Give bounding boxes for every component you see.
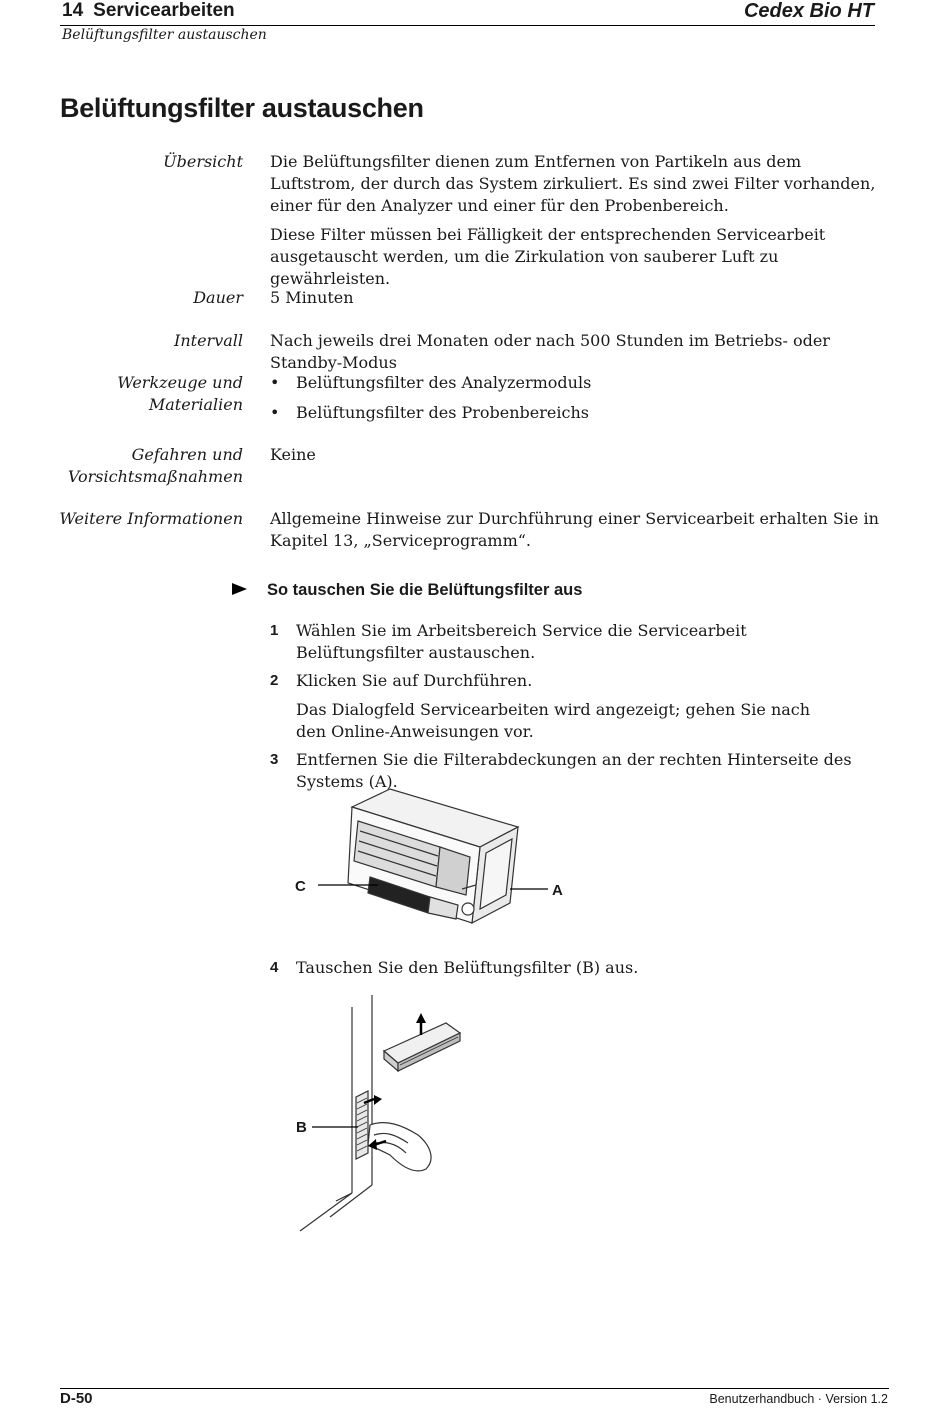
analyzer-illustration bbox=[290, 785, 580, 940]
duration-label: Dauer bbox=[193, 288, 243, 307]
tools-label bbox=[117, 372, 243, 416]
hazards-label-line-1: Gefahren und bbox=[131, 445, 243, 464]
procedure-heading bbox=[232, 581, 582, 600]
overview-label: Übersicht bbox=[163, 152, 243, 171]
step-text: Tauschen Sie den Belüftungsfilter (B) aus. bbox=[296, 958, 639, 977]
step-text: Wählen Sie im Arbeitsbereich Service die Servicearbeit Belüftungsfilter austauschen. bbox=[296, 621, 747, 662]
tools-item bbox=[270, 372, 591, 394]
tools-item-text: Belüftungsfilter des Probenbereichs bbox=[296, 403, 589, 422]
tools-label-line-1: Werkzeuge und bbox=[117, 373, 243, 392]
interval-label: Intervall bbox=[174, 331, 243, 350]
step-number: 1 bbox=[270, 622, 279, 639]
step-text: Entfernen Sie die Filterabdeckungen an der rechten Hinterseite des Systems (A). bbox=[296, 750, 852, 791]
bullet-icon: • bbox=[270, 403, 280, 422]
hazards-label-line-2: Vorsichtsmaßnahmen bbox=[67, 467, 243, 486]
interval-value: Nach jeweils drei Monaten oder nach 500 Stunden im Betriebs- oder Standby-Modus bbox=[270, 331, 830, 372]
procedure-title: So tauschen Sie die Belüftungsfilter aus bbox=[267, 581, 583, 599]
step-number: 4 bbox=[270, 959, 279, 976]
page-number: D-50 bbox=[60, 1390, 93, 1407]
figure-label-a: A bbox=[552, 882, 563, 899]
more-info-label: Weitere Informationen bbox=[59, 509, 243, 528]
step-text: Klicken Sie auf Durchführen. bbox=[296, 671, 533, 690]
chapter-title: Servicearbeiten bbox=[93, 0, 235, 21]
tools-item bbox=[270, 402, 589, 424]
filter-replacement-illustration bbox=[290, 995, 480, 1235]
hazards-value: Keine bbox=[270, 445, 316, 464]
header-rule bbox=[60, 25, 875, 26]
procedure-arrow-icon bbox=[232, 583, 247, 595]
bullet-icon: • bbox=[270, 373, 280, 392]
page-title: Belüftungsfilter austauschen bbox=[60, 93, 424, 123]
overview-paragraph-2: Diese Filter müssen bei Fälligkeit der entsprechenden Servicearbeit ausgetauscht werden, um die Zirkulation von sauberer Luft zu gewährleisten. bbox=[270, 225, 826, 288]
overview-paragraph-1: Die Belüftungsfilter dienen zum Entfernen von Partikeln aus dem Luftstrom, der durch das System zirkuliert. Es sind zwei Filter vorhanden, einer für den Analyzer und einer für den Probenbereich. bbox=[270, 152, 876, 215]
hazards-label bbox=[68, 444, 243, 488]
step-number: 3 bbox=[270, 751, 279, 768]
tools-label-line-2: Materialien bbox=[148, 395, 243, 414]
figure-label-b: B bbox=[296, 1119, 307, 1136]
figure-label-c: C bbox=[295, 878, 306, 895]
duration-value: 5 Minuten bbox=[270, 288, 354, 307]
product-name: Cedex Bio HT bbox=[743, 0, 874, 22]
chapter-heading bbox=[62, 0, 235, 22]
more-info-value: Allgemeine Hinweise zur Durchführung einer Servicearbeit erhalten Sie in Kapitel 13, „Serviceprogramm“. bbox=[270, 509, 879, 550]
chapter-number: 14 bbox=[62, 0, 84, 21]
overview-text bbox=[270, 151, 878, 290]
footer-rule bbox=[60, 1388, 889, 1389]
step-note: Das Dialogfeld Servicearbeiten wird angezeigt; gehen Sie nach den Online-Anweisungen vor. bbox=[296, 700, 811, 741]
tools-item-text: Belüftungsfilter des Analyzermoduls bbox=[296, 373, 592, 392]
document-version: Benutzerhandbuch · Version 1.2 bbox=[709, 1392, 888, 1406]
section-running-head: Belüftungsfilter austauschen bbox=[62, 27, 267, 43]
step-number: 2 bbox=[270, 672, 279, 689]
